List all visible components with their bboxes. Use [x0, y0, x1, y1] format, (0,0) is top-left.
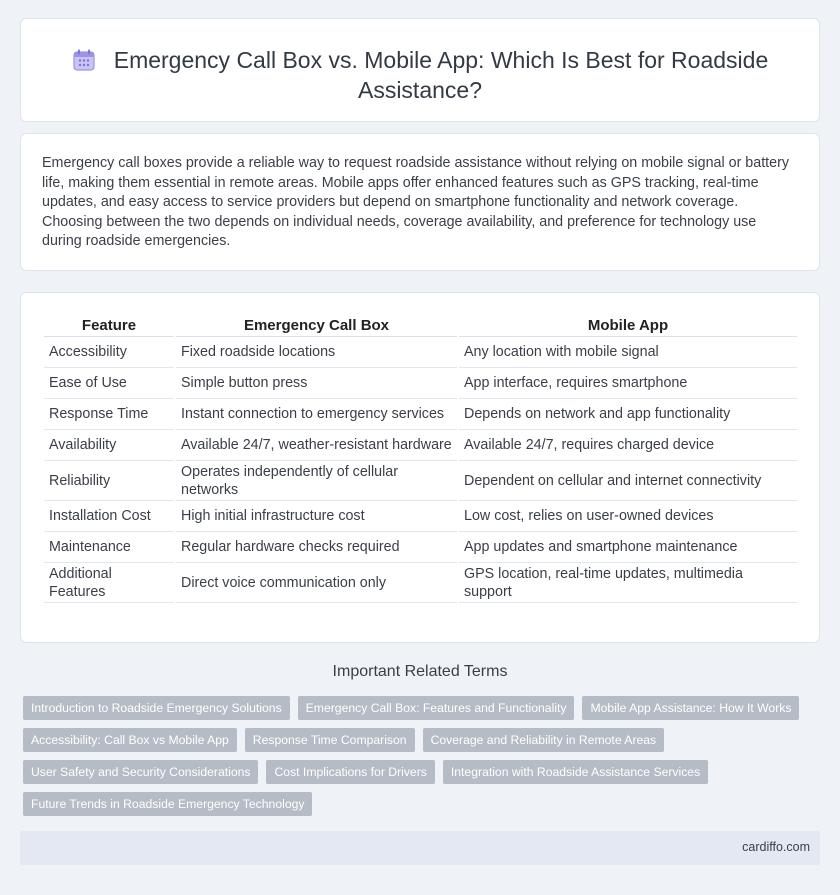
related-terms-heading: Important Related Terms [332, 663, 508, 680]
mobile-app-cell: Any location with mobile signal [459, 337, 797, 368]
table-header-row [44, 315, 797, 337]
call-box-cell: Operates independently of cellular networks [176, 461, 457, 501]
mobile-app-cell: Dependent on cellular and internet connectivity [459, 461, 797, 501]
call-box-cell: Direct voice communication only [176, 563, 457, 603]
call-box-cell: Fixed roadside locations [176, 337, 457, 368]
call-box-cell: Simple button press [176, 368, 457, 399]
related-tag[interactable]: Future Trends in Roadside Emergency Technology [23, 792, 312, 816]
table-row [44, 430, 797, 461]
feature-cell: Response Time [44, 399, 174, 430]
mobile-app-cell: Available 24/7, requires charged device [459, 430, 797, 461]
footer-site-link[interactable]: cardiffo.com [742, 840, 810, 854]
feature-cell: Installation Cost [44, 501, 174, 532]
related-tag[interactable]: User Safety and Security Considerations [23, 760, 258, 784]
call-box-cell: High initial infrastructure cost [176, 501, 457, 532]
related-terms-list [23, 696, 803, 824]
mobile-app-cell: Depends on network and app functionality [459, 399, 797, 430]
related-tag[interactable]: Integration with Roadside Assistance Services [443, 760, 708, 784]
related-tag[interactable]: Emergency Call Box: Features and Functionality [298, 696, 575, 720]
page-title-container [51, 45, 789, 105]
table-row [44, 368, 797, 399]
related-tag[interactable]: Accessibility: Call Box vs Mobile App [23, 728, 237, 752]
header-call-box: Emergency Call Box [176, 315, 457, 337]
comparison-table [42, 315, 799, 603]
feature-cell: Reliability [44, 461, 174, 501]
table-row [44, 563, 797, 603]
related-tag[interactable]: Cost Implications for Drivers [266, 760, 434, 784]
feature-cell: Additional Features [44, 563, 174, 603]
mobile-app-cell: App updates and smartphone maintenance [459, 532, 797, 563]
call-box-cell: Regular hardware checks required [176, 532, 457, 563]
table-row [44, 399, 797, 430]
call-box-cell: Available 24/7, weather-resistant hardware [176, 430, 457, 461]
feature-cell: Availability [44, 430, 174, 461]
table-row [44, 337, 797, 368]
table-row [44, 501, 797, 532]
footer [20, 831, 820, 865]
intro-paragraph: Emergency call boxes provide a reliable way to request roadside assistance without relying on mobile signal or battery life, making them essential in remote areas. Mobile apps offer enhanced features such as GPS tracking, real-time updates, and easy access to service providers but depend on smartphone functionality and network coverage. Choosing between the two depends on individual needs, coverage availability, and preference for technology use during roadside emergencies. [42, 155, 790, 249]
header-mobile-app: Mobile App [459, 315, 797, 337]
mobile-app-cell: Low cost, relies on user-owned devices [459, 501, 797, 532]
table-row [44, 461, 797, 501]
call-box-cell: Instant connection to emergency services [176, 399, 457, 430]
mobile-app-cell: App interface, requires smartphone [459, 368, 797, 399]
feature-cell: Accessibility [44, 337, 174, 368]
related-tag[interactable]: Mobile App Assistance: How It Works [582, 696, 799, 720]
table-row [44, 532, 797, 563]
related-tag[interactable]: Coverage and Reliability in Remote Areas [423, 728, 665, 752]
related-tag[interactable]: Introduction to Roadside Emergency Solutions [23, 696, 290, 720]
header-feature: Feature [44, 315, 174, 337]
comparison-card [20, 292, 820, 643]
related-tag[interactable]: Response Time Comparison [245, 728, 415, 752]
mobile-app-cell: GPS location, real-time updates, multimedia support [459, 563, 797, 603]
intro-card [20, 133, 820, 271]
feature-cell: Ease of Use [44, 368, 174, 399]
calendar-icon [72, 49, 96, 71]
title-card [20, 18, 820, 122]
feature-cell: Maintenance [44, 532, 174, 563]
page-title: Emergency Call Box vs. Mobile App: Which Is Best for Roadside Assistance? [113, 47, 769, 103]
